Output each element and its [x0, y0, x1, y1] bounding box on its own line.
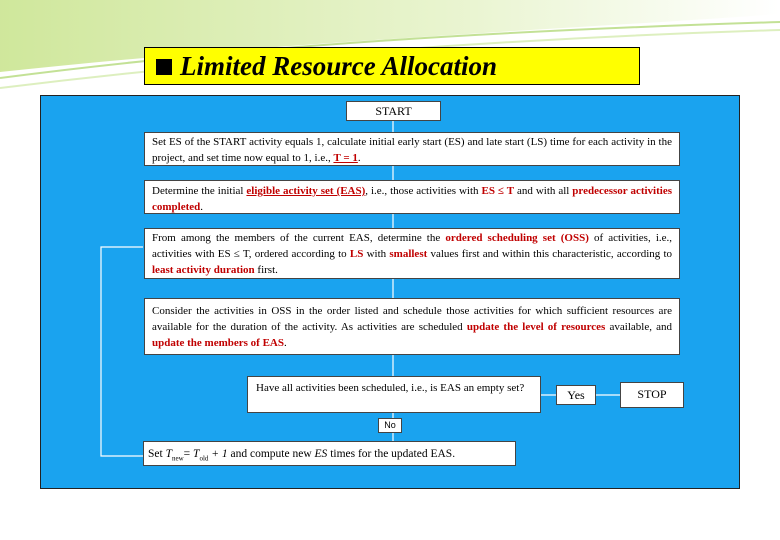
- step2-end: .: [200, 201, 204, 213]
- step1-box: [144, 132, 680, 166]
- step4-text: Consider the activities in OSS in the order listed and schedule those activities for which sufficient resources are available for the duration of the activity. As activities are scheduled: [152, 305, 672, 333]
- no-label: No: [384, 420, 396, 430]
- start-label: START: [375, 104, 412, 118]
- yes-label: Yes: [567, 388, 585, 402]
- update-plus: + 1: [208, 448, 228, 460]
- slide-title: Limited Resource Allocation: [180, 50, 497, 81]
- step3-mid4: values first and within this characteristic, according to: [427, 248, 673, 260]
- t-new-sub: new: [171, 454, 184, 463]
- step4-mid: available, and: [605, 321, 673, 333]
- update-eq: =: [183, 448, 194, 460]
- step3-highlight-smallest: smallest: [389, 248, 428, 260]
- step3-highlight-duration: least activity duration: [152, 264, 255, 276]
- step3-es: ES ≤ T: [217, 248, 249, 260]
- step2-mid: , i.e., those activities with: [365, 185, 482, 197]
- step2-highlight-predecessor: predecessor activities completed: [152, 185, 672, 213]
- step2-box: [144, 180, 680, 214]
- step2-highlight-es: ES ≤ T: [481, 185, 515, 197]
- update-end: times for the updated EAS.: [327, 448, 456, 460]
- decision-text: Have all activities been scheduled, i.e., is EAS an empty set?: [256, 382, 525, 394]
- step3-highlight-oss: ordered scheduling set (OSS): [445, 232, 589, 244]
- step2-highlight-eas: eligible activity set (EAS): [246, 185, 366, 197]
- update-mid: and compute new: [227, 448, 315, 460]
- step3-mid1: of activities, i.e., activities with: [152, 232, 673, 260]
- decision-box: [247, 376, 541, 413]
- update-text: Set: [148, 448, 166, 460]
- stop-label: STOP: [637, 387, 667, 401]
- step4-end: .: [284, 337, 287, 349]
- slide-title-box: [144, 47, 640, 85]
- step4-box: [144, 298, 680, 355]
- step3-highlight-ls: LS: [349, 248, 364, 260]
- step1-end: .: [357, 152, 361, 164]
- step1-text: Set ES of the START activity equals 1, calculate initial early start (ES) and late start (LS) time for each activity in the project, and set time now equal to 1, i.e.,: [152, 136, 672, 164]
- step4-highlight-eas: update the members of EAS: [152, 337, 284, 349]
- update-box: [143, 441, 516, 466]
- stop-node: [620, 382, 684, 408]
- t-new: T: [165, 448, 172, 460]
- step3-mid2: , ordered according to: [248, 248, 350, 260]
- step4-highlight-resources: update the level of resources: [466, 321, 606, 333]
- update-es: ES: [314, 448, 328, 460]
- step3-mid3: with: [363, 248, 390, 260]
- step3-box: [144, 228, 680, 279]
- t-old-sub: old: [199, 454, 209, 463]
- yes-label-box: [556, 385, 596, 405]
- step2-mid2: and with all: [514, 185, 573, 197]
- t-old: T: [193, 448, 200, 460]
- no-label-box: [378, 418, 402, 433]
- square-bullet-icon: [156, 59, 172, 75]
- step2-text: Determine the initial: [152, 185, 247, 197]
- step3-end: first.: [254, 264, 278, 276]
- step3-text: From among the members of the current EAS, determine the: [152, 232, 446, 244]
- start-node: [346, 101, 441, 121]
- step1-highlight: T = 1: [333, 152, 358, 164]
